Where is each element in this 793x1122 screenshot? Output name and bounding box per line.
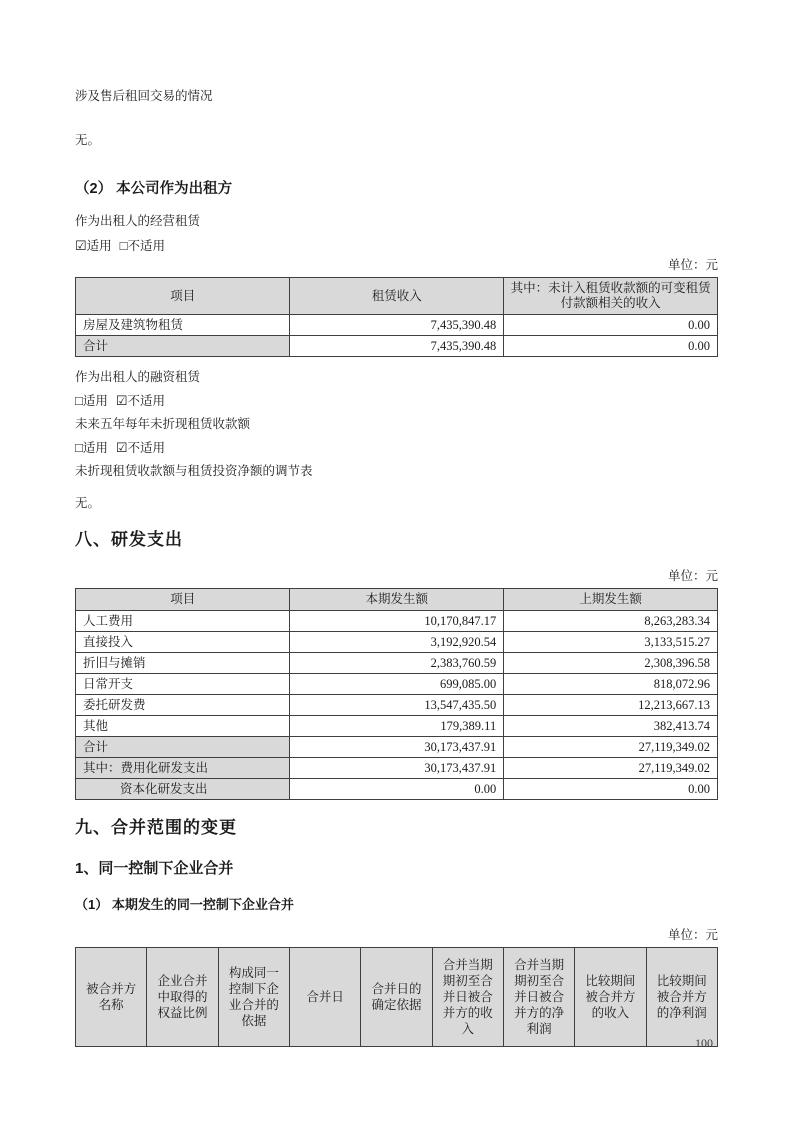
value-cell: 0.00 [504,779,718,800]
row-label-cell: 日常开支 [76,674,290,695]
header-row [76,278,718,315]
heading-merger-scope: 九、合并范围的变更 [75,818,237,837]
table-row [76,315,718,336]
merger-table [75,947,718,1047]
value-cell: 0.00 [504,315,718,336]
value-cell: 30,173,437.91 [290,737,504,758]
column-header: 租赁收入 [290,278,504,315]
value-cell: 818,072.96 [504,674,718,695]
row-label-cell: 折旧与摊销 [76,653,290,674]
column-header: 比较期间被合并方的净利润 [646,948,717,1047]
row-label-cell: 合计 [76,737,290,758]
para-reconciliation-label: 未折现租赁收款额与租赁投资净额的调节表 [75,464,313,478]
column-header: 项目 [76,278,290,315]
unit-label: 单位：元 [667,569,718,583]
value-cell: 2,383,760.59 [290,653,504,674]
value-cell: 27,119,349.02 [504,737,718,758]
operating-lease-table [75,277,718,357]
value-cell: 7,435,390.48 [290,315,504,336]
checkbox-unchecked-icon: □ [75,440,83,455]
value-cell: 10,170,847.17 [290,611,504,632]
table-row [76,695,718,716]
finance-lease-applicability [75,392,718,410]
value-cell: 0.00 [504,336,718,357]
unit-label: 单位：元 [667,928,718,942]
para-finance-lease-label: 作为出租人的融资租赁 [75,370,201,384]
value-cell: 13,547,435.50 [290,695,504,716]
applicable-label: 适用 [86,239,112,253]
para-operating-lease-label: 作为出租人的经营租赁 [75,214,201,228]
table-row [76,779,718,800]
value-cell: 3,133,515.27 [504,632,718,653]
not-applicable-label: 不适用 [127,239,166,253]
column-header: 构成同一控制下企业合并的依据 [218,948,289,1047]
checkbox-unchecked-icon: □ [119,238,128,253]
value-cell: 699,085.00 [290,674,504,695]
page-number: 100 [695,1036,713,1050]
column-header: 企业合并中取得的权益比例 [147,948,218,1047]
header-row [76,589,718,611]
row-label-cell: 房屋及建筑物租赁 [76,315,290,336]
not-applicable-label: 不适用 [127,394,166,408]
not-applicable-label: 不适用 [127,441,166,455]
table-row [76,758,718,779]
row-label-cell: 合计 [76,336,290,357]
value-cell: 7,435,390.48 [290,336,504,357]
para-future-lease-label: 未来五年每年未折现租赁收款额 [75,417,251,431]
value-cell: 179,389.11 [290,716,504,737]
heading-rd-expenses: 八、研发支出 [75,530,183,549]
row-label-cell: 其中：费用化研发支出 [76,758,290,779]
applicable-label: 适用 [82,394,108,408]
column-header: 其中：未计入租赁收款额的可变租赁付款额相关的收入 [504,278,718,315]
checkbox-checked-icon: ☑ [115,440,128,455]
row-label-cell: 直接投入 [76,632,290,653]
value-cell: 2,308,396.58 [504,653,718,674]
column-header: 合并日的确定依据 [361,948,432,1047]
column-header: 被合并方名称 [76,948,147,1047]
value-cell: 0.00 [290,779,504,800]
table-row [76,674,718,695]
value-cell: 30,173,437.91 [290,758,504,779]
heading-current-period-merger: （1） 本期发生的同一控制下企业合并 [75,897,294,912]
column-header: 合并日 [290,948,361,1047]
column-header: 项目 [76,589,290,611]
heading-common-control-merger: 1、同一控制下企业合并 [75,860,234,877]
value-cell: 12,213,667.13 [504,695,718,716]
para-leaseback-intro: 涉及售后租回交易的情况 [75,89,213,103]
checkbox-checked-icon: ☑ [115,393,128,408]
row-label-cell: 资本化研发支出 [76,779,290,800]
unit-label: 单位：元 [667,258,718,272]
applicable-label: 适用 [82,441,108,455]
row-label-cell: 其他 [76,716,290,737]
future-lease-applicability [75,439,718,457]
value-cell: 27,119,349.02 [504,758,718,779]
para-none-lessor: 无。 [75,496,101,510]
row-label-cell: 人工费用 [76,611,290,632]
heading-lessor-section: （2） 本公司作为出租方 [75,181,233,197]
column-header: 本期发生额 [290,589,504,611]
column-header: 合并当期期初至合并日被合并方的收入 [432,948,503,1047]
row-label-cell: 委托研发费 [76,695,290,716]
value-cell: 3,192,920.54 [290,632,504,653]
header-row [76,948,718,1047]
value-cell: 382,413.74 [504,716,718,737]
operating-lease-applicability [75,237,718,255]
column-header: 合并当期期初至合并日被合并方的净利润 [503,948,574,1047]
checkbox-checked-icon: ☑ [75,238,87,253]
table-row [76,653,718,674]
column-header: 上期发生额 [504,589,718,611]
para-none-leaseback: 无。 [75,133,101,147]
column-header: 比较期间被合并方的收入 [575,948,646,1047]
table-row [76,716,718,737]
table-row [76,611,718,632]
rd-expenses-table [75,588,718,800]
table-row [76,632,718,653]
total-row [76,336,718,357]
checkbox-unchecked-icon: □ [75,393,83,408]
value-cell: 8,263,283.34 [504,611,718,632]
total-row [76,737,718,758]
